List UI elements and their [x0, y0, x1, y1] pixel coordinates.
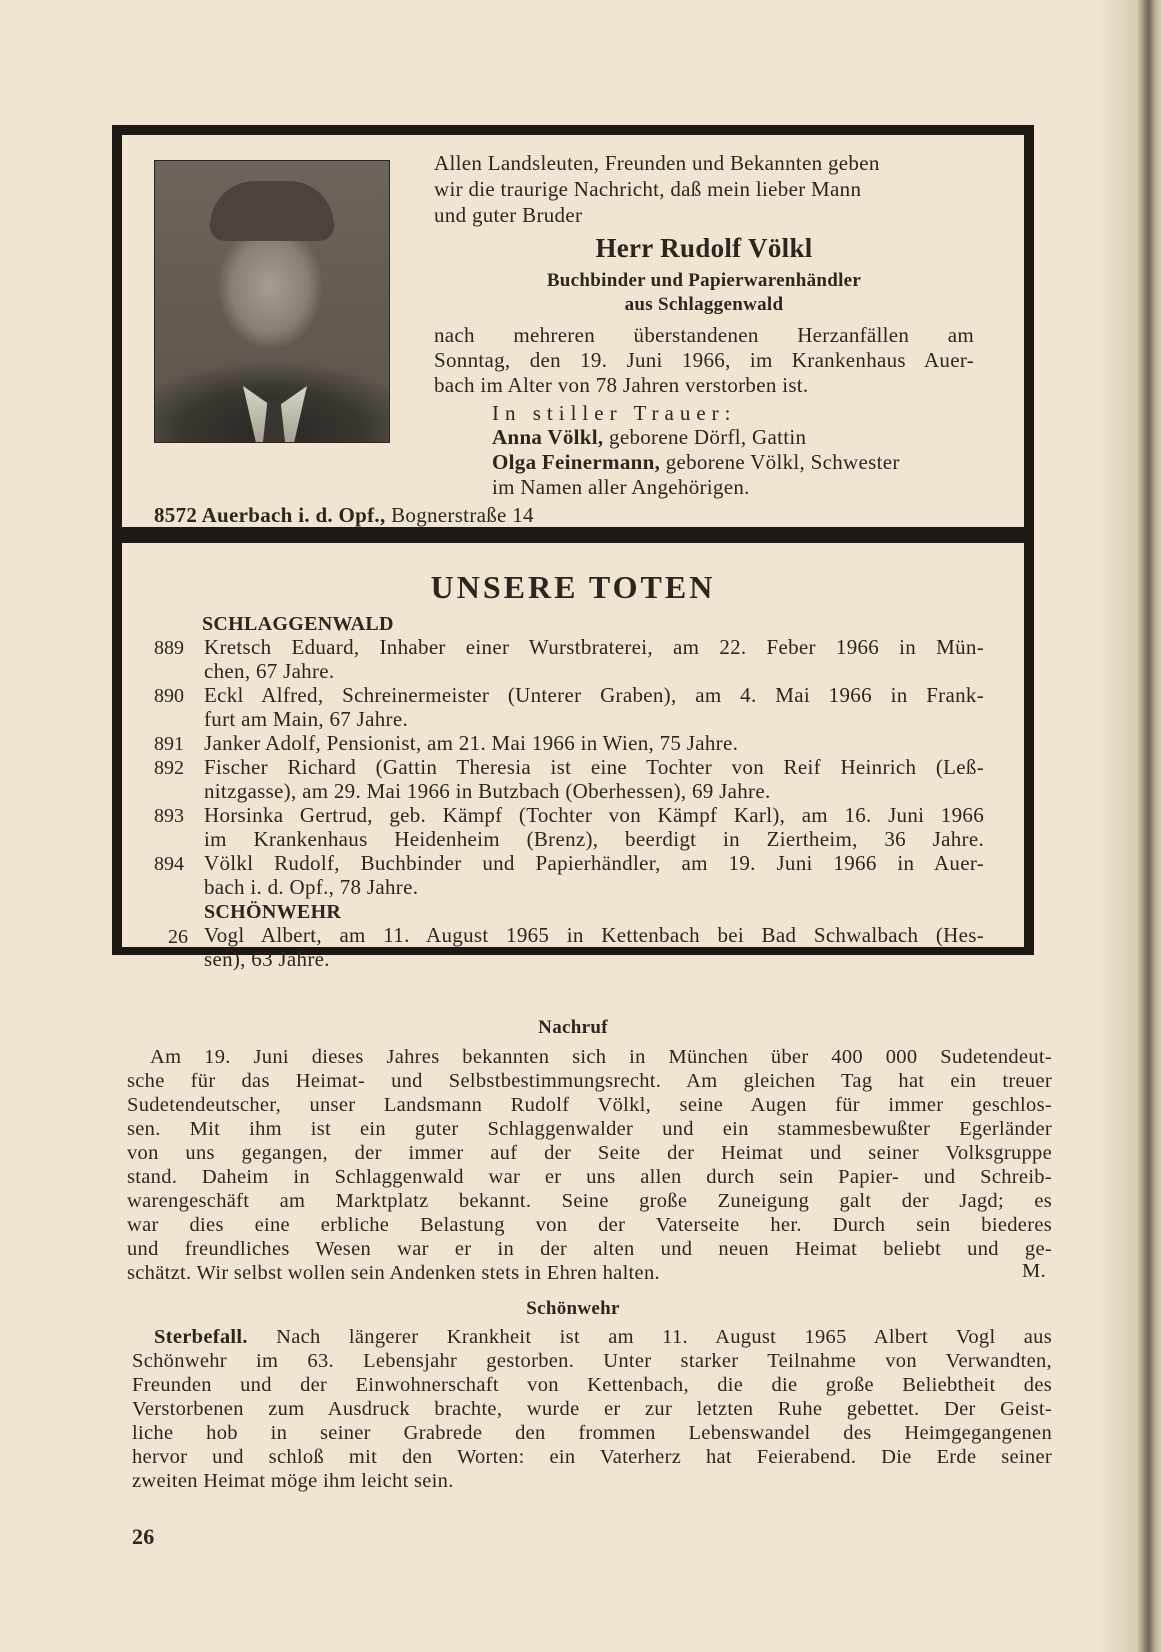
- entry-line: Eckl Alfred, Schreinermeister (Unterer Graben), am 4. Mai 1966 in Frank-: [204, 683, 984, 707]
- address-street: Bognerstraße 14: [391, 503, 534, 527]
- entry-number: 891: [154, 733, 184, 755]
- entry-line: im Krankenhaus Heidenheim (Brenz), beerdigt in Ziertheim, 36 Jahre.: [204, 827, 984, 851]
- entry-line: Kretsch Eduard, Inhaber einer Wurstbraterei, am 22. Feber 1966 in Mün-: [204, 635, 984, 659]
- entry-line: sen), 63 Jahre.: [204, 947, 330, 971]
- schoenwehr-title: Schönwehr: [526, 1298, 620, 1319]
- entry-line: Janker Adolf, Pensionist, am 21. Mai 1966 in Wien, 75 Jahre.: [204, 731, 739, 755]
- intro-line-2: wir die traurige Nachricht, daß mein lieber Mann: [434, 177, 862, 201]
- entry-number: 892: [154, 757, 184, 779]
- schoenwehr-line: liche hob in seiner Grabrede den frommen Lebenswandel des Heimgegangenen: [132, 1422, 1052, 1444]
- nachruf-line: war dies eine erbliche Belastung von der Vaterseite her. Durch sein biederes: [127, 1214, 1052, 1236]
- mourner-1-name: Anna Völkl,: [492, 425, 604, 449]
- mourner-2: [492, 450, 900, 475]
- nachruf-signature: M.: [1022, 1260, 1046, 1282]
- mourner-1: [492, 425, 806, 450]
- entry-line: Völkl Rudolf, Buchbinder und Papierhändler, am 19. Juni 1966 in Auer-: [204, 851, 984, 875]
- schoenwehr-line: Nach längerer Krankheit ist am 11. August 1965 Albert Vogl aus: [276, 1326, 1052, 1348]
- address-city: 8572 Auerbach i. d. Opf.,: [154, 503, 386, 527]
- profession-line-1: Buchbinder und Papierwarenhändler: [546, 270, 862, 291]
- schoenwehr-line: zweiten Heimat möge ihm leicht sein.: [132, 1470, 454, 1492]
- entry-number: 889: [154, 637, 184, 659]
- entry-line: furt am Main, 67 Jahre.: [204, 707, 409, 731]
- schoenwehr-line: Verstorbenen zum Ausdruck brachte, wurde er zur letzten Ruhe gebettet. Der Geist-: [132, 1398, 1052, 1420]
- entry-number: 890: [154, 685, 184, 707]
- obituary-notice: [112, 125, 1034, 537]
- page-number: 26: [132, 1524, 155, 1549]
- page-binding-edge: [1137, 0, 1163, 1652]
- border-top: [112, 125, 1034, 135]
- entry-line: Horsinka Gertrud, geb. Kämpf (Tochter von Kämpf Karl), am 16. Juni 1966: [204, 803, 984, 827]
- mourning-label: In stiller Trauer:: [492, 401, 737, 425]
- toten-border-top: [112, 537, 1034, 543]
- nachruf-line: sen. Mit ihm ist ein guter Schlaggenwalder und ein stammesbewußter Egerländer: [127, 1118, 1052, 1140]
- section-title-schoenwehr: SCHÖNWEHR: [204, 901, 342, 923]
- entry-line: nitzgasse), am 29. Mai 1966 in Butzbach (Oberhessen), 69 Jahre.: [204, 779, 771, 803]
- mourners-closing: im Namen aller Angehörigen.: [492, 475, 750, 499]
- nachruf-line: Am 19. Juni dieses Jahres bekannten sich in München über 400 000 Sudetendeut-: [150, 1046, 1052, 1068]
- intro-line-3: und guter Bruder: [434, 203, 583, 227]
- schoenwehr-first-line: [154, 1326, 1052, 1349]
- schoenwehr-line: hervor und schloß mit den Worten: ein Vaterherz hat Feierabend. Die Erde seiner: [132, 1446, 1052, 1468]
- schoenwehr-line: Schönwehr im 63. Lebensjahr gestorben. Unter starker Teilnahme von Verwandten,: [132, 1350, 1052, 1372]
- border-right: [1024, 125, 1034, 537]
- nachruf-line: sche für das Heimat- und Selbstbestimmungsrecht. Am gleichen Tag hat ein treuer: [127, 1070, 1052, 1092]
- entry-number: 893: [154, 805, 184, 827]
- mourner-2-name: Olga Feinermann,: [492, 450, 661, 474]
- mourner-1-detail: geborene Dörfl, Gattin: [609, 425, 807, 449]
- border-bottom: [112, 527, 1034, 537]
- death-line-3: bach im Alter von 78 Jahren verstorben ist.: [434, 373, 809, 397]
- nachruf-line: stand. Daheim in Schlaggenwald war er uns allen durch sein Papier- und Schreib-: [127, 1166, 1052, 1188]
- profession-line-2: aus Schlaggenwald: [624, 294, 784, 315]
- entry-number: 26: [168, 926, 188, 948]
- nachruf-line: und freundliches Wesen war er in der alten und neuen Heimat beliebt und ge-: [127, 1238, 1052, 1260]
- section-heading: UNSERE TOTEN: [430, 569, 716, 605]
- intro-line-1: Allen Landsleuten, Freunden und Bekannten geben: [434, 151, 880, 175]
- death-line-1: nach mehreren überstandenen Herzanfällen am: [434, 323, 974, 347]
- nachruf-title: Nachruf: [538, 1017, 608, 1038]
- entry-number: 894: [154, 853, 184, 875]
- address: [154, 503, 534, 528]
- entry-line: chen, 67 Jahre.: [204, 659, 335, 683]
- portrait-photo: [154, 160, 390, 443]
- entry-line: bach i. d. Opf., 78 Jahre.: [204, 875, 419, 899]
- mourner-2-detail: geborene Völkl, Schwester: [665, 450, 900, 474]
- section-title-schlaggenwald: SCHLAGGENWALD: [202, 613, 394, 635]
- page-shadow: [1097, 0, 1137, 1652]
- nachruf-line: warengeschäft am Marktplatz bekannt. Seine große Zuneigung galt der Jagd; es: [127, 1190, 1052, 1212]
- nachruf-line: Sudetendeutscher, unser Landsmann Rudolf Völkl, seine Augen für immer geschlos-: [127, 1094, 1052, 1116]
- entry-line: Fischer Richard (Gattin Theresia ist eine Tochter von Reif Heinrich (Leß-: [204, 755, 984, 779]
- schoenwehr-line: Freunden und der Einwohnerschaft von Kettenbach, die die große Beliebtheit des: [132, 1374, 1052, 1396]
- nachruf-line: von uns gegangen, der immer auf der Seite der Heimat und seiner Volksgruppe: [127, 1142, 1052, 1164]
- border-left: [112, 125, 122, 537]
- entry-line: Vogl Albert, am 11. August 1965 in Kettenbach bei Bad Schwalbach (Hes-: [204, 923, 984, 947]
- death-line-2: Sonntag, den 19. Juni 1966, im Krankenhaus Auer-: [434, 348, 974, 372]
- deceased-name: Herr Rudolf Völkl: [595, 233, 813, 263]
- unsere-toten-box: [112, 537, 1034, 955]
- nachruf-line: schätzt. Wir selbst wollen sein Andenken stets in Ehren halten.: [127, 1262, 660, 1284]
- schoenwehr-lead: Sterbefall.: [154, 1326, 248, 1348]
